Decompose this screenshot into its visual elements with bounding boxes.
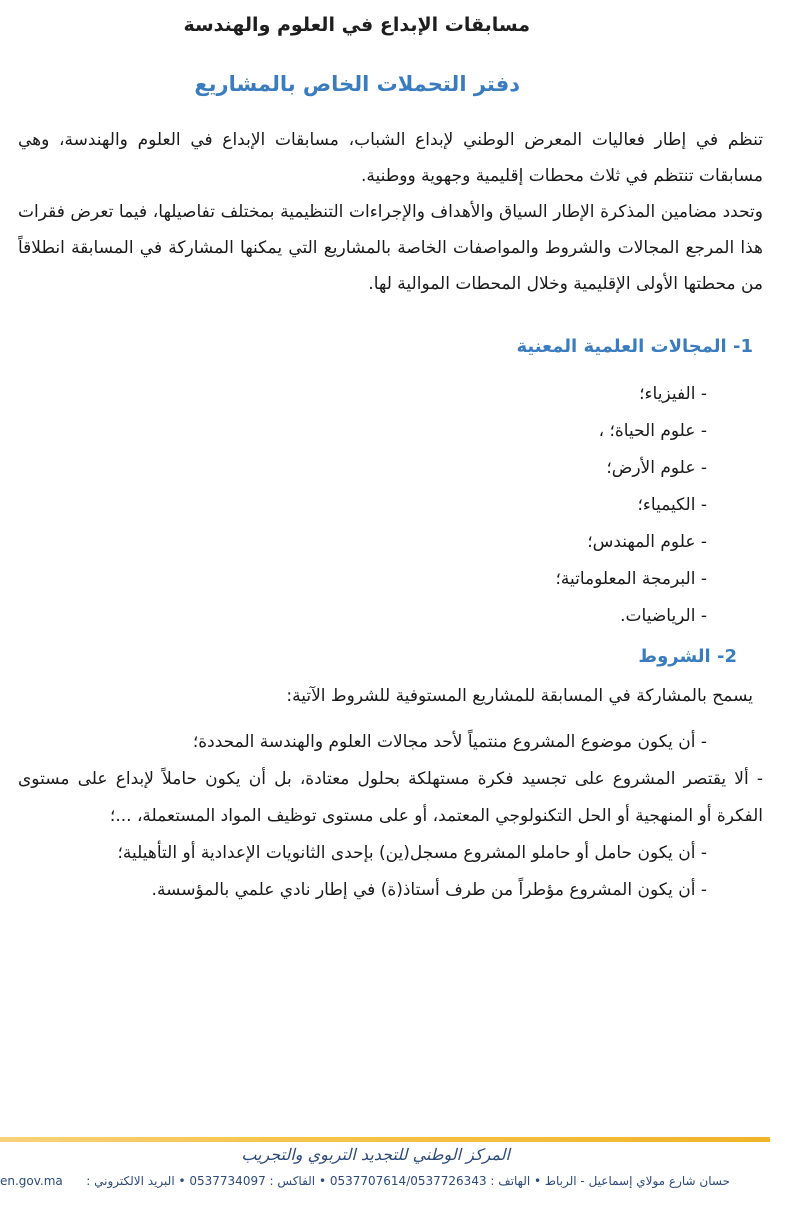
list-item: - علوم الأرض؛ (606, 458, 707, 478)
footer-divider (0, 1137, 770, 1142)
section-heading-domains: 1- المجالات العلمية المعنية (516, 336, 753, 357)
list-item: - الكيمياء؛ (637, 495, 707, 515)
list-item: - ألا يقتصر المشروع على تجسيد فكرة مستهلكة بحلول معتادة، بل أن يكون حاملاً لإبداع على مستوى الفكرة أو المنهجية أو الحل التكنولوجي المعتمد، أو على مستوى توظيف المواد المستعملة، ...؛ (18, 769, 763, 826)
header-title: مسابقات الإبداع في العلوم والهندسة (183, 14, 530, 36)
footer-contact: حسان شارع مولاي إسماعيل - الرباط • الهاتف : 0537707614/0537726343 • الفاكس : 0537734097 • البريد الالكتروني : (86, 1174, 730, 1188)
list-item: - الرياضيات. (620, 606, 707, 626)
document-title: دفتر التحملات الخاص بالمشاريع (194, 72, 520, 96)
intro-paragraph-1: تنظم في إطار فعاليات المعرض الوطني لإبداع الشباب، مسابقات الإبداع في العلوم والهندسة، وهي مسابقات تنتظم في ثلاث محطات إقليمية وجهوية ووطنية. (18, 130, 763, 186)
conditions-list (18, 724, 763, 909)
list-item: - علوم المهندس؛ (587, 532, 707, 552)
list-item: - أن يكون المشروع مؤطراً من طرف أستاذ(ة) في إطار نادي علمي بالمؤسسة. (151, 880, 707, 900)
section-heading-conditions: 2- الشروط (638, 646, 737, 667)
conditions-intro: يسمح بالمشاركة في المسابقة للمشاريع المستوفية للشروط الآتية: (286, 686, 753, 706)
list-item: - الفيزياء؛ (639, 384, 707, 404)
footer-organization: المركز الوطني للتجديد التربوي والتجريب (241, 1145, 510, 1164)
list-item: - البرمجة المعلوماتية؛ (555, 569, 707, 589)
intro-text (18, 122, 763, 302)
footer-email-fragment: en.gov.ma (0, 1174, 63, 1188)
list-item: - أن يكون حامل أو حاملو المشروع مسجل(ين) بإحدى الثانويات الإعدادية أو التأهيلية؛ (117, 843, 707, 863)
domains-list (555, 376, 707, 635)
list-item: - أن يكون موضوع المشروع منتمياً لأحد مجالات العلوم والهندسة المحددة؛ (192, 732, 707, 752)
list-item: - علوم الحياة؛ ، (598, 421, 707, 441)
intro-paragraph-2: وتحدد مضامين المذكرة الإطار السياق والأهداف والإجراءات التنظيمية بمختلف تفاصيلها، فيما تعرض فقرات هذا المرجع المجالات والشروط والمواصفات الخاصة بالمشاريع التي يمكنها المشاركة في المسابقة انطلاقاً من محطتها الأولى الإقليمية وخلال المحطات الموالية لها. (18, 202, 763, 294)
